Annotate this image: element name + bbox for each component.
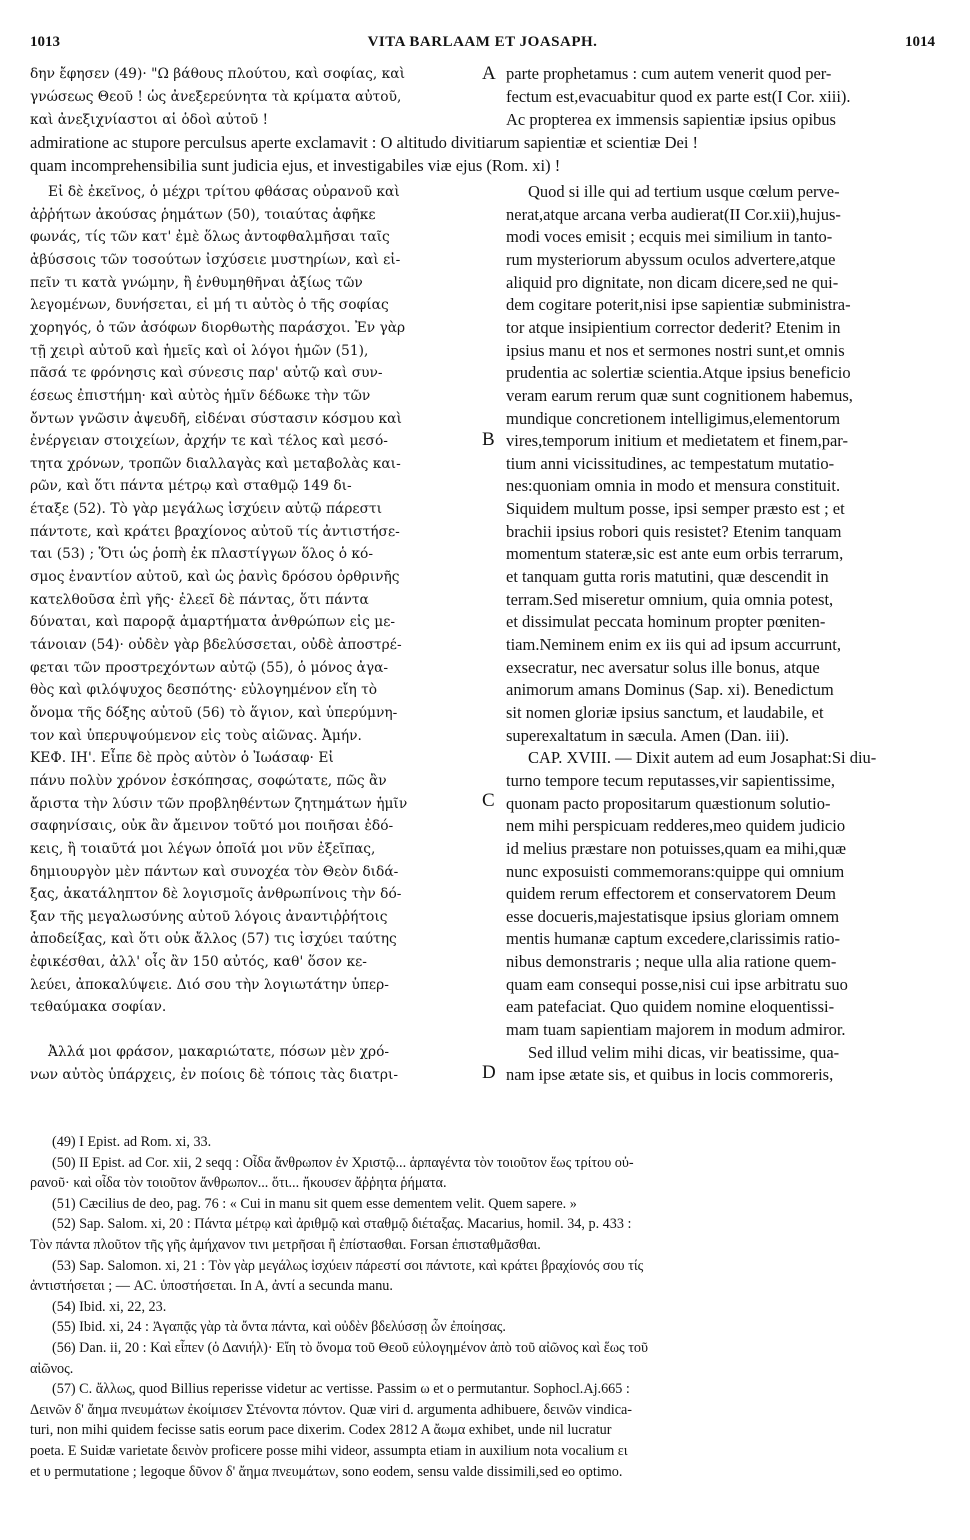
latin-line: nem mihi perspicuam redderes,meo quidem judicio <box>506 816 846 836</box>
footnote-line: (50) II Epist. ad Cor. xii, 2 seqq : Οἶδα ἄνθρωπον ἐν Χριστῷ... ἁρπαγέντα τὸν τοιοῦτον ἕως τρίτου οὐ- <box>52 1154 634 1171</box>
latin-line: tor atque insipientium corrector dederit? Etenim in <box>506 317 841 337</box>
latin-line: et tanquam gutta roris matutini, quæ descendit in <box>506 567 829 587</box>
latin-line: Quod si ille qui ad tertium usque cœlum perve- <box>528 182 840 201</box>
running-header <box>30 34 935 54</box>
latin-line: parte prophetamus : cum autem venerit quod per- <box>506 64 832 83</box>
footnote-line: ἀντιστήσεται ; — AC. ὑποστήσεται. In A, ἀντί a secunda manu. <box>30 1278 393 1295</box>
latin-line: tium anni vicissitudines, ac tempestatum mutatio- <box>506 453 835 473</box>
greek-line: τον καὶ ὑπερυψούμενον εἰς τοὺς αἰῶνας. Ἀμήν. <box>30 727 362 744</box>
greek-line: ἐνέργειαν στοιχείων, ἀρχήν τε καὶ τέλος καὶ μεσό- <box>30 433 388 450</box>
latin-line: quonam pacto propositarum quæstionum solutio- <box>506 793 831 813</box>
latin-line: superexaltatum in sæcula. Amen (Dan. iii). <box>506 725 790 745</box>
footnote-line: Τὸν πάντα πλοῦτον τῆς γῆς ἀμήχανον τινι μετρῆσαι ἢ ἐπίστασθαι. Forsan ἐπισταθμᾶσθαι. <box>30 1237 541 1253</box>
greek-line: έσεως ἐπιστήμη· καὶ αὐτὸς ἡμῖν δέδωκε τὴν τῶν <box>30 387 371 404</box>
latin-line: sit nomen gloriæ ipsius sanctum, et laudabile, et <box>506 702 824 722</box>
greek-line: φωνάς, τίς τῶν κατ' ἐμὲ ὅλως ἀντοφθαλμῆσαι ταῖς <box>30 229 390 246</box>
latin-line: quidem rerum effectorem et conservatorem Deum <box>506 884 837 904</box>
greek-line: πεῖν τι κατὰ γνώμην, ἢ ἐνθυμηθῆναι ἀξίως τῶν <box>30 274 363 291</box>
latin-line: nunc exposuisti commemorans:quippe qui omnium <box>506 861 845 881</box>
greek-line: κατελθοῦσα ἐπὶ γῆς· ἐλεεῖ δὲ πάντας, ὅτι πάντα <box>30 591 369 608</box>
latin-line: animorum amans Dominus (Sap. xi). Benedictum <box>506 680 834 700</box>
latin-line: quam eam consequi posse,nisi cui ipse arbitratu suo <box>506 974 848 994</box>
footnote-line: (49) I Epist. ad Rom. xi, 33. <box>52 1134 212 1150</box>
footnote-line: αἰῶνος. <box>30 1360 74 1377</box>
latin-line: mam tuam sapientiam majorem in modum admiror. <box>506 1020 846 1040</box>
greek-line: τάνοιαν (54)· οὐδὲν γὰρ βδελύσσεται, οὐδὲ ἀποστρέ- <box>30 637 402 653</box>
latin-line: brachii ipsius robori quis resistet? Etenim tanquam <box>506 521 842 541</box>
latin-line: Ac propterea ex immensis sapientiæ ipsius opibus <box>506 110 836 129</box>
latin-line-full: quam incomprehensibilia sunt judicia ejus, et investigabiles viæ ejus (Rom. xi) ! <box>30 156 561 175</box>
footnote-line: (51) Cæcilius de deo, pag. 76 : « Cui in manu sit quem esse dementem velit. Quem sapere. » <box>52 1195 577 1212</box>
greek-line: ὄντων γνῶσιν ἀψευδῆ, εἰδέναι σύστασιν κόσμου καὶ <box>30 410 402 427</box>
running-title: VITA BARLAAM ET JOASAPH. <box>367 34 598 50</box>
latin-line: aliquid pro dignitate, non dicam dicere,sed ne qui- <box>506 272 839 292</box>
greek-line: ΚΕΦ. ΙΗ'. Εἶπε δὲ πρὸς αὐτὸν ὁ Ἰωάσαφ· Εἰ <box>30 750 334 767</box>
greek-line: έταξε (52). Τὸ γὰρ μεγάλως ἰσχύειν αὐτῷ πάρεστι <box>30 501 383 518</box>
greek-line: θὸς καὶ φιλόψυχος δεσπότης· εὐλογημένον εἴη τὸ <box>30 682 378 699</box>
greek-line: δημιουργὸν μὲν πάντων καὶ συνοχέα τὸν Θεὸν διδά- <box>30 863 399 880</box>
latin-line: dem cogitare poterit,nisi ipse sapientiæ subministra- <box>506 295 851 315</box>
greek-line: ρῶν, καὶ ὅτι πάντα μέτρῳ καὶ σταθμῷ 149 δι- <box>30 478 352 495</box>
greek-line: ὄνομα τῆς δόξης αὐτοῦ (56) τὸ ἅγιον, καὶ ὑπερύμνη- <box>30 704 398 721</box>
latin-line: nibus demonstraris ; neque ulla alia ratione quem- <box>506 952 837 972</box>
greek-line: ἄριστα τὴν λύσιν τῶν προβληθέντων ζητημάτων ἡμῖν <box>30 795 408 812</box>
latin-line: nam ipse ætate sis, et quibus in locis commoreris, <box>506 1065 834 1085</box>
latin-line: et dissimulat peccata hominum propter pœniten- <box>506 612 826 632</box>
latin-line-full: admiratione ac stupore perculsus aperte exclamavit : O altitudo divitiarum sapientiæ et scientiæ Dei ! <box>30 133 699 152</box>
latin-line: modi voces emisit ; ecquis mei similium in tanto- <box>506 227 833 247</box>
greek-line: νων αὐτὸς ὑπάρχεις, ἐν ποίοις δὲ τόποις τὰς διατρι- <box>30 1066 399 1083</box>
greek-line: δύναται, καὶ παρορᾷ ἁμαρτήματα ἀνθρώπων εἰς με- <box>30 614 396 631</box>
footnote-line: et υ permutatione ; legoque δῦνον δ' ἄημα πνευμάτων, sono eodem, sensu valde dissimili,sed eo optimo. <box>30 1463 623 1480</box>
greek-line: ἀῤῥήτων ἀκούσας ῥημάτων (50), τοιαύτας ἀφῆκε <box>30 206 376 223</box>
greek-line: σαφηνίσαις, οὐκ ἂν ἄμεινον τοῦτό μοι ποιῆσαι ἐδό- <box>30 818 394 835</box>
latin-line: turno tempore tecum reputasses,vir sapientissime, <box>506 770 836 790</box>
latin-line: terram.Sed miseretur omnium, quia omnia potest, <box>506 589 834 609</box>
greek-line: φεται τῶν προστρεχόντων αὐτῷ (55), ὁ μόνος ἀγα- <box>30 659 389 676</box>
footnote-line: Δεινῶν δ' ἄημα πνευμάτων ἐκοίμισεν Στένοντα πόντον. Quæ viri d. argumenta adhibuere, δεινῶν vindica- <box>30 1401 633 1418</box>
footnote-line: turi, non mihi quidem fecisse satis eorum pace dixerim. Codex 2812 A ἄωμα exhibet, unde nil lucratur <box>30 1422 612 1439</box>
latin-line: Sed illud velim mihi dicas, vir beatissime, qua- <box>528 1042 840 1062</box>
greek-line: χορηγός, ὁ τῶν ἀσόφων διορθωτὴς παράσχοι. Ἐν γὰρ <box>30 319 406 336</box>
greek-line: δην ἔφησεν (49)· "Ω βάθους πλούτου, καὶ σοφίας, καὶ <box>30 66 405 82</box>
footnote-line: (56) Dan. ii, 20 : Καὶ εἶπεν (ὁ Δανιήλ)· Εἴη τὸ ὄνομα τοῦ Θεοῦ εὐλογημένον ἀπὸ τοῦ αἰῶνος καὶ ἕως τοῦ <box>52 1340 649 1356</box>
greek-line: Εἰ δὲ ἐκεῖνος, ὁ μέχρι τρίτου φθάσας οὐρανοῦ καὶ <box>48 184 400 200</box>
greek-line: ἀποδείξας, καὶ ὅτι οὐκ ἄλλος (57) τις ἰσχύει ταύτης <box>30 931 397 948</box>
greek-line: λεύει, ἀποκαλύψειε. Διό σου τὴν λογιωτάτην ὑπερ- <box>30 976 389 993</box>
footnote-line: (54) Ibid. xi, 22, 23. <box>52 1298 167 1315</box>
greek-line: ἀβύσσοις τῶν τοσούτων ἰσχύσειε μυστηρίων, καὶ εἰ- <box>30 251 401 268</box>
footnote-line: (53) Sap. Salomon. xi, 21 : Τὸν γὰρ μεγάλως ἰσχύειν πάρεστί σοι πάντοτε, καὶ κράτει βραχίονός σου τίς <box>52 1257 644 1274</box>
left-page-number: 1013 <box>30 34 60 50</box>
footnote-line: ρανοῦ· καὶ οἶδα τὸν τοιοῦτον ἄνθρωπον... ὅτι... ἤκουσεν ἄῤῥητα ῥήματα. <box>30 1175 447 1192</box>
greek-line: τεθαύμακα σοφίαν. <box>30 999 167 1016</box>
right-page-number: 1014 <box>905 34 935 50</box>
greek-line: ξαν τῆς μεγαλωσύνης αὐτοῦ λόγοις ἀναντιῤῥήτοις <box>30 908 388 925</box>
latin-line: mundique concretionem intelligimus,elementorum <box>506 408 841 428</box>
greek-line: ἐφικέσθαι, ἀλλ' οἷς ἂν 150 αὐτός, καθ' ὅσον κε- <box>30 954 367 971</box>
greek-line: γνώσεως Θεοῦ ! ὡς ἀνεξερεύνητα τὰ κρίματα αὐτοῦ, <box>30 89 402 105</box>
greek-line: καὶ ἀνεξιχνίαστοι αἱ ὁδοὶ αὐτοῦ ! <box>30 112 269 128</box>
footnote-line: poeta. E Suidæ varietate δεινὸν proficere posse mihi videor, assumpta etiam in auxilium nota vocalium ει <box>30 1443 628 1459</box>
latin-line: id melius præstare non potuisses,quam ea mihi,quæ <box>506 838 847 858</box>
latin-line: fectum est,evacuabitur quod ex parte est(I Cor. xiii). <box>506 87 851 106</box>
latin-line: ipsius manu et nos et sermones nostri sunt,et omnis <box>506 340 845 360</box>
greek-line: πᾶσά τε φρόνησις καὶ σύνεσις παρ' αὐτῷ καὶ συν- <box>30 365 383 382</box>
greek-line: πάνυ πολὺν χρόνον ἐσκόπησας, σοφώτατε, πῶς ἂν <box>30 772 387 789</box>
footnote-line: (55) Ibid. xi, 24 : Ἀγαπᾷς γὰρ τὰ ὄντα πάντα, καὶ οὐδὲν βδελύσσῃ ὧν ἐποίησας. <box>52 1319 506 1336</box>
greek-line: πάντοτε, καὶ κράτει βραχίονος αὐτοῦ τίς ἀντιστήσε- <box>30 523 400 540</box>
latin-line: Siquidem multum posse, ipsi semper præsto est ; et <box>506 499 845 519</box>
latin-line: tiam.Neminem enim ex iis qui ad ipsum accurrunt, <box>506 635 841 654</box>
footnote-line: (52) Sap. Salom. xi, 20 : Πάντα μέτρῳ καὶ ἀριθμῷ καὶ σταθμῷ διέταξας. Macarius, homil. 34, p. 433 : <box>52 1216 632 1233</box>
latin-line: eam patefaciat. Quo quidem nomine eloquentissi- <box>506 997 835 1017</box>
latin-line: CAP. XVIII. — Dixit autem ad eum Josaphat:Si diu- <box>528 748 877 768</box>
greek-line: λεγομένων, δυνήσεται, εἰ μή τι αὐτὸς ὁ τῆς σοφίας <box>30 297 389 314</box>
margin-marker: B <box>482 429 495 450</box>
margin-marker: C <box>482 790 495 811</box>
greek-line: τητα χρόνων, τροπῶν διαλλαγὰς καὶ μεταβολὰς και- <box>30 455 401 472</box>
greek-line: ξας, ἀκατάληπτον δὲ λογισμοῖς ἀνθρωπίνοις τὴν δό- <box>30 886 402 903</box>
latin-line: nes:quoniam omnia in modo et mensura constituit. <box>506 476 841 496</box>
margin-marker: D <box>482 1062 496 1083</box>
latin-line: veram earum rerum quæ sunt cognitionem habemus, <box>506 385 853 405</box>
latin-line: momentum stateræ,sic est ante eum orbis terrarum, <box>506 544 844 564</box>
latin-line: exsecratur, nec aversatur solus ille bonus, atque <box>506 657 820 677</box>
greek-line: ται (53) ; Ὅτι ὡς ῥοπὴ ἐκ πλαστίγγων ὅλος ὁ κό- <box>30 546 373 563</box>
latin-line: esse docueris,majestatisque ipsius gloriam omnem <box>506 906 840 926</box>
latin-line: mentis humanæ captum excedere,clarissimis ratio- <box>506 929 841 949</box>
greek-line: κεις, ἢ τοιαῦτά μοι λέγων ὁποῖά μοι νῦν ἐξεῖπας, <box>30 840 376 857</box>
latin-line: rum mysteriorum abyssum oculos advertere,atque <box>506 249 836 269</box>
latin-line: prudentia ac solertiæ scientia.Atque ipsius beneficio <box>506 363 851 383</box>
latin-line: nerat,atque arcana verba audierat(II Cor.xii),hujus- <box>506 204 841 224</box>
footnote-line: (57) C. ἄλλως, quod Billius reperisse videtur ac vertisse. Passim ω et ο permutantur. Sophocl.Aj.665 : <box>52 1381 630 1398</box>
margin-marker: A <box>482 63 496 84</box>
latin-line: vires,temporum initium et medietatem et finem,par- <box>506 431 848 451</box>
greek-line: σμος ἐναντίον αὐτοῦ, καὶ ὡς ῥανὶς δρόσου ὀρθρινῆς <box>30 569 400 586</box>
greek-line: τῇ χειρὶ αὐτοῦ καὶ ἡμεῖς καὶ οἱ λόγοι ἡμῶν (51), <box>30 342 369 359</box>
greek-line: Ἀλλά μοι φράσον, μακαριώτατε, πόσων μὲν χρό- <box>48 1044 390 1061</box>
